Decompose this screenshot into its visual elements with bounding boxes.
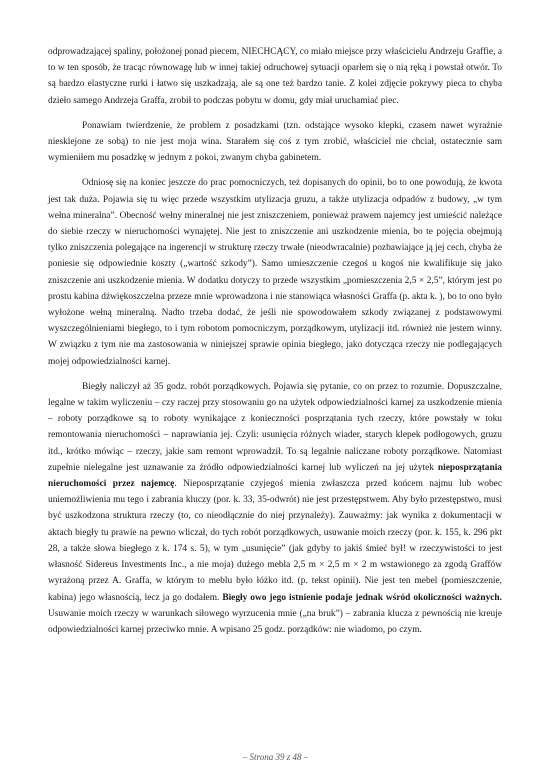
document-page [48, 44, 502, 647]
text-segment: . Nieposprzątanie czyjegoś mienia zwłaszcza przed końcem najmu lub wobec uniemożliwienia mu tego i zabrania kluczy (por. k. 33, 35-odwrót) nie jest przestępstwem. Aby było przestępstwo, musi być uszkodzona struktura rzeczy (to, co nieodłącznie do niej przynależy). Zauważmy: jak wynika z dokumentacji w aktach biegły tu prawie na pewno wliczał, do tych robót porządkowych, usuwanie moich rzeczy (por. k. 155, k. 296 pkt 28, a także słowa biegłego z k. 174 s. 5), w tym „usunięcie” (jak gdyby to jakiś śmieć był! w rzeczywistości to jest własność Sidereus Investments Inc., a nie moja) dużego mebla 2,5 m × 2,5 m × 2 m wstawionego za zgodą Graffów wyrażoną przez A. Graffa, w którym to meblu było łóżko itd. (p. tekst opinii). Nie jest ten mebel (pomieszczenie, kabina) jego własnością, lecz ja go dodałem. [48, 479, 502, 603]
text-segment: Odniosę się na koniec jeszcze do prac pomocniczych, też dopisanych do opinii, bo to one powodują, że kwota jest tak duża. Pojawia się tu więc przede wszystkim utylizacja gruzu, a także utylizacja odpadów z budowy, „w tym wełna mineralna”. Obecność wełny mineralnej nie jest zniszczeniem, ponieważ prawem najemcy jest umieścić należące do siebie rzeczy w nieruchomości wynajętej. Nie jest to zniszczenie ani uszkodzenie mienia, bo te pojęcia obejmują tylko zniszczenia polegające na ingerencji w strukturę rzeczy trwałe (nieodwracalnie) pozbawiające ją jej cech, chyba że poniesie się odpowiednie koszty („wartość szkody”). Samo umieszczenie czegoś u kogoś nie kwalifikuje się jako zniszczenie ani uszkodzenie mienia. W dodatku dotyczy to przede wszystkim „pomieszczenia 2,5 × 2,5”, którym jest po prostu kabina dźwiękoszczelna przeze mnie wprowadzona i nie stanowiąca własności Graffa (p. akta k. ), bo to ono było wyłożone wełną mineralną. Nadto trzeba dodać, że jeśli nie spowodowałem szkody związanej z podstawowymi wyszczególnieniami biegłego, to i tym robotom pomocniczym, porządkowym, utylizacji itd. również nie jestem winny. W związku z tym nie ma zastosowania w niniejszej sprawie opinia biegłego, jako dotycząca rzeczy nie podlegających mojej odpowiedzialności karnej. [48, 178, 502, 367]
document-body [48, 44, 502, 638]
paragraph [48, 44, 502, 109]
bold-text: Biegły owo jego istnienie podaje jednak wśród okoliczności ważnych. [222, 592, 502, 603]
paragraph [48, 118, 502, 167]
page-number-footer: – Strona 39 z 48 – [242, 752, 309, 762]
text-segment: Usuwanie moich rzeczy w warunkach siłowego wyrzucenia mnie („na bruk”) – zabrania klucza z pewnością nie kreuje odpowiedzialności karnej przeciwko mnie. A wpisano 25 godz. porządków: nie wiadomo, po czym. [48, 608, 502, 635]
paragraph [48, 175, 502, 369]
text-segment: odprowadzającej spaliny, położonej ponad piecem, NIECHCĄCY, co miało miejsce przy właścicielu Andrzeju Graffie, a to w ten sposób, że tracąc równowagę lub w innej takiej odruchowej sytuacji oparłem się o nią ręką i powstał otwór. To są bardzo elastyczne rurki i łatwo się uszkadzają, ale są one też bardzo tanie. Z kolei zdjęcie pokrywy pieca to chyba dzieło samego Andrzeja Graffa, zrobił to podczas pobytu w domu, gdy miał uruchamiać piec. [48, 47, 502, 106]
text-segment: Ponawiam twierdzenie, że problem z posadzkami (tzn. odstające wysoko klepki, czasem nawet wyraźnie niesklejone ze sobą) to nie jest moja wina. Starałem się coś z tym zrobić, właściciel nie chciał, ostatecznie sam wymieniłem mu posadzkę w jednym z pokoi, zwanym chyba gabinetem. [48, 120, 502, 164]
paragraph [48, 379, 502, 638]
text-segment: Biegły naliczył aż 35 godz. robót porządkowych. Pojawia się pytanie, co on przez to rozumie. Dopuszczalne, legalne w takim wyliczeniu – czy raczej przy stosowaniu go na użytek odpowiedzialności karnej za uszkodzenie mienia – roboty porządkowe są to roboty wynikające z konieczności posprzątania tych rzeczy, które powstały w toku remontowania nieruchomości – naprawiania jej. Czyli: usunięcia różnych wiader, starych klepek podłogowych, gruzu itd., krótko mówiąc – rzeczy, jakie sam remont wprowadził. To są legalnie naliczane roboty porządkowe. Natomiast zupełnie nielegalne jest uznawanie za źródło odpowiedzialności karnej lub wyliczeń na jej użytek [48, 381, 502, 473]
bold-text: nieposprzątania nieruchomości przez najemcę [48, 462, 502, 490]
